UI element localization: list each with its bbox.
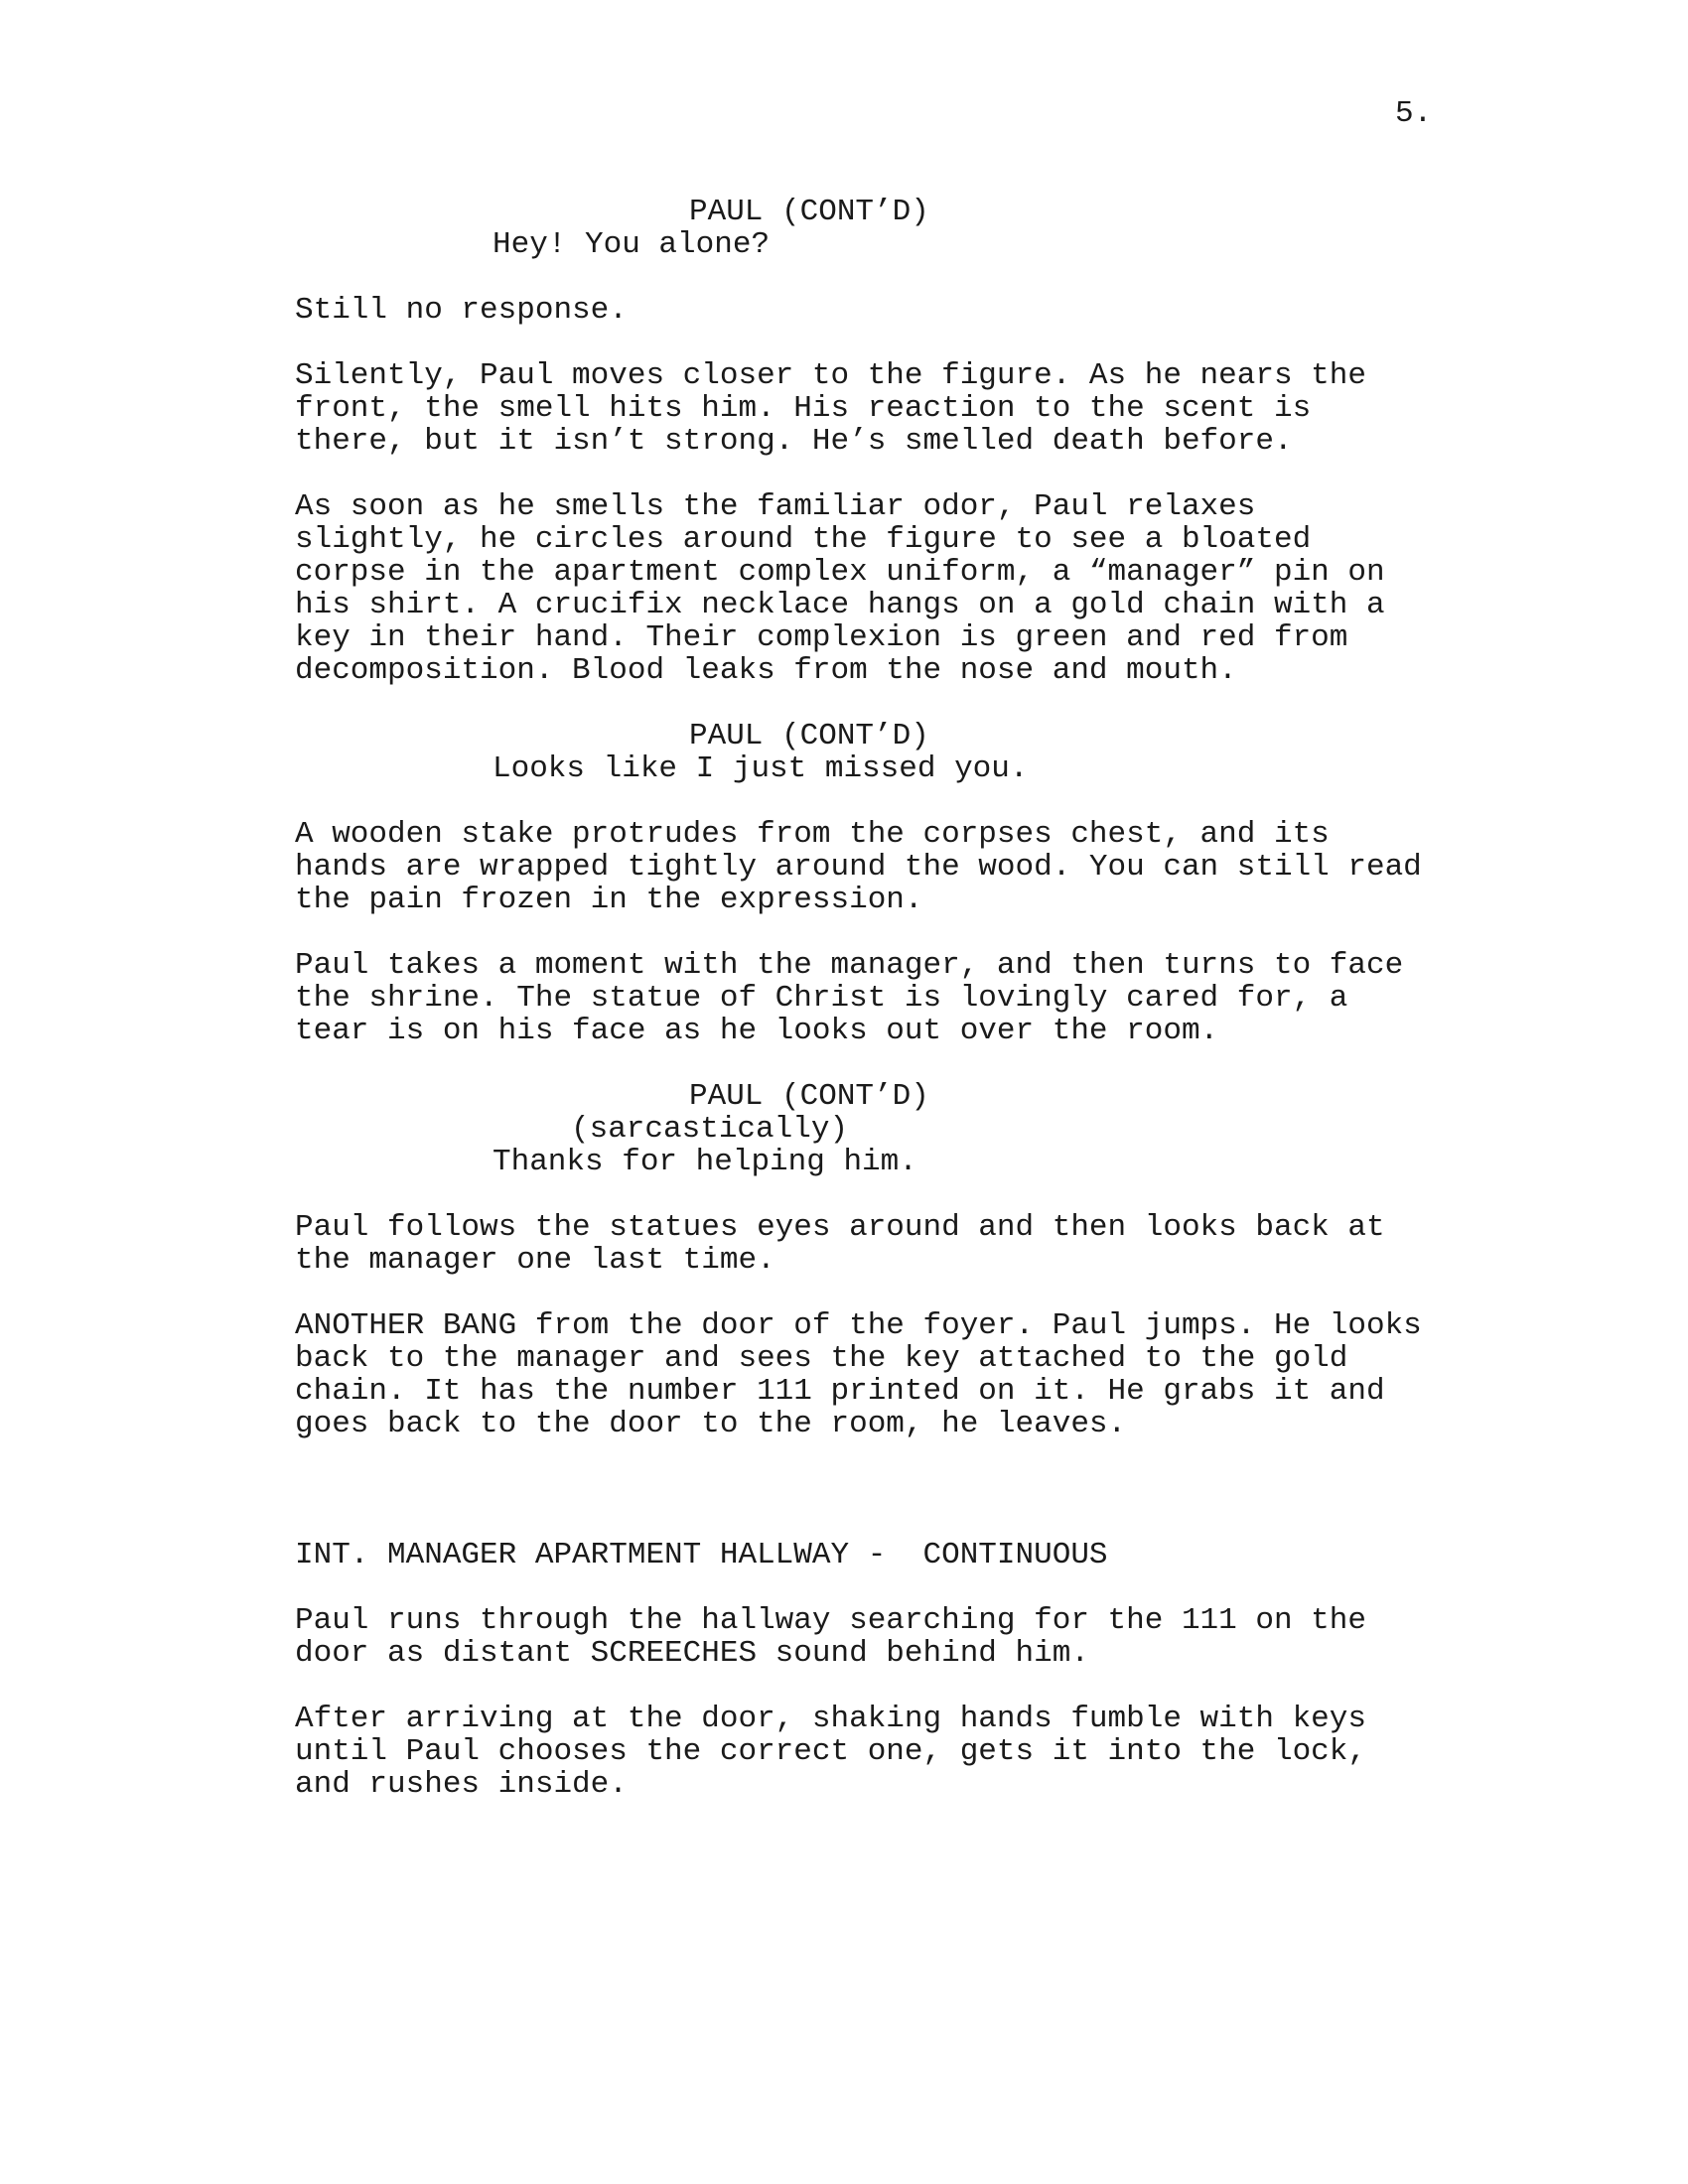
action-line: front, the smell hits him. His reaction to the scent is xyxy=(295,391,1312,426)
action-line: After arriving at the door, shaking hands fumble with keys xyxy=(295,1702,1366,1736)
character-cue: PAUL (CONT’D) xyxy=(689,719,929,753)
action-line: back to the manager and sees the key attached to the gold xyxy=(295,1341,1348,1376)
action-line: decomposition. Blood leaks from the nose and mouth. xyxy=(295,653,1237,688)
action-line: corpse in the apartment complex uniform, a “manager” pin on xyxy=(295,555,1385,590)
dialogue-line: Thanks for helping him. xyxy=(492,1145,917,1179)
action-line: Paul runs through the hallway searching for the 111 on the xyxy=(295,1603,1366,1638)
character-cue: PAUL (CONT’D) xyxy=(689,195,929,229)
action-line: Silently, Paul moves closer to the figure. As he nears the xyxy=(295,358,1366,393)
page-number: 5. xyxy=(1395,96,1433,131)
character-cue: PAUL (CONT’D) xyxy=(689,1079,929,1114)
screenplay-body xyxy=(295,196,1526,1834)
parenthetical: (sarcastically) xyxy=(571,1112,849,1147)
action-line: the manager one last time. xyxy=(295,1243,775,1278)
action-paragraph xyxy=(295,949,1526,1047)
scene-heading-block xyxy=(295,1539,1526,1571)
action-line: Paul follows the statues eyes around and then looks back at xyxy=(295,1210,1385,1245)
action-paragraph xyxy=(295,490,1526,687)
action-paragraph xyxy=(295,1309,1526,1440)
action-paragraph xyxy=(295,1211,1526,1277)
dialogue-block xyxy=(295,720,1526,785)
action-line: his shirt. A crucifix necklace hangs on a gold chain with a xyxy=(295,588,1385,622)
action-line: key in their hand. Their complexion is green and red from xyxy=(295,620,1348,655)
action-line: Still no response. xyxy=(295,293,628,328)
action-line: ANOTHER BANG from the door of the foyer. Paul jumps. He looks xyxy=(295,1308,1422,1343)
action-line: goes back to the door to the room, he leaves. xyxy=(295,1407,1127,1441)
action-line: and rushes inside. xyxy=(295,1767,628,1802)
action-line: the shrine. The statue of Christ is lovingly cared for, a xyxy=(295,981,1348,1016)
action-paragraph xyxy=(295,1703,1526,1801)
scene-heading: INT. MANAGER APARTMENT HALLWAY - CONTINUOUS xyxy=(295,1538,1108,1572)
scene-gap xyxy=(295,1473,1526,1539)
action-paragraph xyxy=(295,818,1526,916)
action-line: door as distant SCREECHES sound behind him. xyxy=(295,1636,1089,1671)
action-line: the pain frozen in the expression. xyxy=(295,883,923,917)
action-line: A wooden stake protrudes from the corpses chest, and its xyxy=(295,817,1330,852)
action-line: there, but it isn’t strong. He’s smelled death before. xyxy=(295,424,1293,459)
action-line: hands are wrapped tightly around the wood. You can still read xyxy=(295,850,1422,885)
action-line: chain. It has the number 111 printed on it. He grabs it and xyxy=(295,1374,1385,1409)
dialogue-block xyxy=(295,196,1526,261)
action-line: Paul takes a moment with the manager, and then turns to face xyxy=(295,948,1404,983)
dialogue-line: Looks like I just missed you. xyxy=(492,751,1029,786)
action-paragraph xyxy=(295,1604,1526,1670)
dialogue-line: Hey! You alone? xyxy=(492,227,771,262)
action-line: As soon as he smells the familiar odor, Paul relaxes xyxy=(295,489,1256,524)
dialogue-block xyxy=(295,1080,1526,1178)
action-line: tear is on his face as he looks out over the room. xyxy=(295,1014,1219,1048)
action-line: until Paul chooses the correct one, gets it into the lock, xyxy=(295,1734,1366,1769)
action-line: slightly, he circles around the figure to see a bloated xyxy=(295,522,1312,557)
action-paragraph xyxy=(295,294,1526,327)
action-paragraph xyxy=(295,359,1526,458)
